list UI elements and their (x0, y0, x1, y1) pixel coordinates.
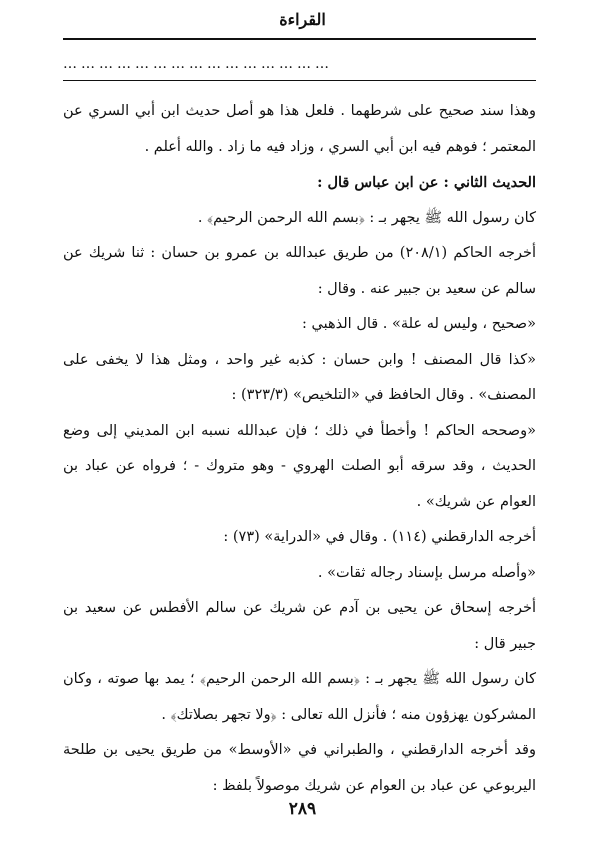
paragraph: أخرجه الحاكم (٢٠٨/١) من طريق عبدالله بن عمرو بن حسان : ثنا شريك عن سالم عن سعيد بن جبير عنه . وقال : (63, 245, 536, 297)
paragraph: أخرجه إسحاق عن يحيى بن آدم عن شريك عن سالم الأفطس عن سعيد بن جبير قال : (63, 600, 536, 652)
running-header-title: القراءة (279, 10, 326, 29)
header-dotted-line: ……………………………………… (63, 56, 333, 72)
paragraph: «وصححه الحاكم ! وأخطأ في ذلك ؛ فإن عبدالله نسبه ابن المديني إلى وضع الحديث ، وقد سرقه أبو الصلت الهروي - وهو متروك - ؛ فرواه عن عباد بن العوام عن شريك» . (63, 422, 536, 510)
paragraph: كان رسول الله ﷺ يجهر بـ : ﴿بسم الله الرحمن الرحيم﴾ . (197, 209, 536, 226)
paragraph: كان رسول الله ﷺ يجهر بـ : ﴿بسم الله الرحمن الرحيم﴾ ؛ يمد بها صوته ، وكان المشركون يهزؤون منه ؛ فأنزل الله تعالى : ﴿ولا تجهر بصلاتك﴾ . (63, 671, 536, 723)
paragraph: وقد أخرجه الدارقطني ، والطبراني في «الأوسط» من طريق يحيى بن طلحة اليربوعي عن عباد بن العوام عن شريك موصولاً بلفظ : (63, 742, 536, 794)
page-number: ٢٨٩ (288, 799, 317, 819)
paragraph: «وأصله مرسل بإسناد رجاله ثقات» . (317, 564, 536, 581)
paragraph: أخرجه الدارقطني (١١٤) . وقال في «الدراية» (٧٣) : (223, 529, 536, 545)
header-sub-rule (63, 80, 536, 81)
paragraph: الحديث الثاني : عن ابن عباس قال : (317, 174, 536, 191)
header-rule (63, 38, 536, 40)
paragraph: «كذا قال المصنف ! وابن حسان : كذبه غير واحد ، ومثل هذا لا يخفى على المصنف» . وقال الحافظ في «التلخيص» (٣٢٣/٣) : (63, 351, 536, 403)
body-text (63, 94, 536, 804)
paragraph: وهذا سند صحيح على شرطهما . فلعل هذا هو أصل حديث ابن أبي السري عن المعتمر ؛ فوهم فيه ابن أبي السري ، وزاد فيه ما زاد . والله أعلم . (63, 103, 536, 155)
paragraph: «صحيح ، وليس له علة» . قال الذهبي : (302, 316, 536, 332)
